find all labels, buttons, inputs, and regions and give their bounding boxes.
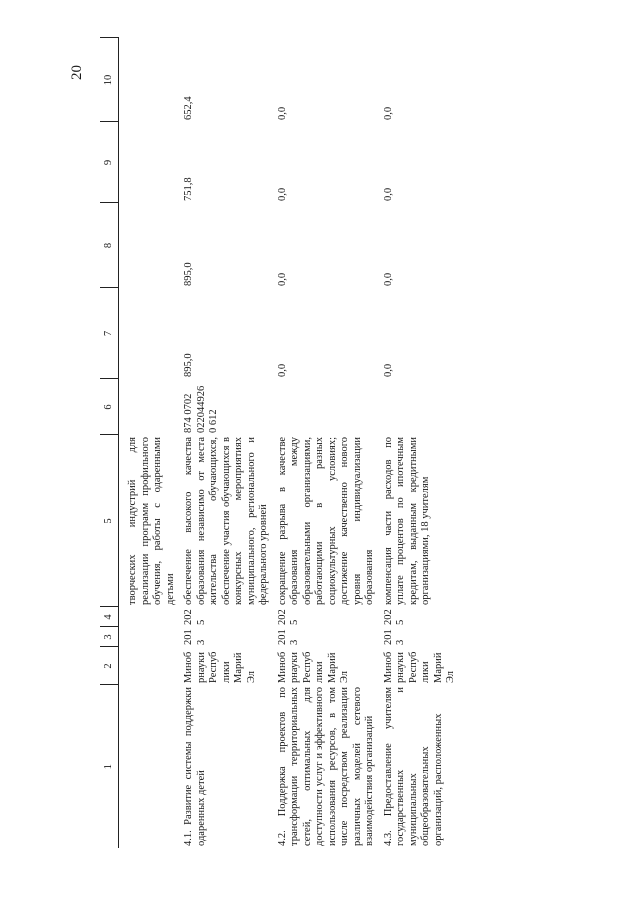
rotated-table-page — [100, 38, 570, 848]
start-year-cell: 2013 — [382, 629, 407, 645]
header-cell-4: 4 — [100, 607, 119, 627]
value-cell-10: 652,4 — [183, 96, 195, 120]
value-cell-9: 751,8 — [183, 177, 195, 201]
header-cell-10: 10 — [100, 38, 119, 122]
table-row — [271, 38, 377, 848]
end-year-cell: 2025 — [382, 609, 407, 625]
header-cell-5: 5 — [100, 435, 119, 607]
header-cell-8: 8 — [100, 203, 119, 288]
value-cell-9: 0,0 — [382, 187, 394, 201]
value-cell-7: 895,0 — [183, 353, 195, 377]
value-cell-7: 0,0 — [382, 363, 394, 377]
header-cell-2: 2 — [100, 647, 119, 685]
value-cell-8: 895,0 — [183, 262, 195, 286]
header-cell-9: 9 — [100, 122, 119, 203]
budget-code-cell — [377, 379, 458, 435]
continuation-result-cell: творческих индустрий для реализации программ профильного обучения, работы с одаренными детьми — [127, 437, 176, 605]
end-year-cell: 2025 — [183, 609, 207, 625]
value-cell-8: 0,0 — [382, 272, 394, 286]
table-row-continuation — [127, 38, 177, 848]
header-cell-7: 7 — [100, 288, 119, 379]
header-cell-6: 6 — [100, 379, 119, 435]
value-cell-7: 0,0 — [276, 363, 288, 377]
value-cell-10: 0,0 — [276, 106, 288, 120]
table-row — [377, 38, 458, 848]
executor-cell: Минобрнауки Республики Марий Эл — [276, 651, 351, 683]
executor-cell: Минобрнауки Республики Марий Эл — [382, 651, 457, 683]
start-year-cell: 2013 — [276, 629, 301, 645]
executor-cell: Минобрнауки Республики Марий Эл — [183, 651, 257, 683]
budget-code-cell — [271, 379, 377, 435]
page-number: 20 — [69, 65, 85, 80]
measure-name-cell: 4.1. Развитие системы поддержки одаренных детей — [183, 687, 207, 846]
header-cell-3: 3 — [100, 627, 119, 647]
value-cell-10: 0,0 — [382, 106, 394, 120]
result-cell: компенсация части расходов по уплате процентов по ипотечным кредитам, выданным кредитными организациями, 18 учителям — [382, 437, 432, 605]
value-cell-9: 0,0 — [276, 187, 288, 201]
result-cell: сокращение разрыва в качестве образования между образовательными организациями, работающими в разных социокультурных условиях; достижение качественно нового уровня индивидуализации образования — [276, 437, 376, 605]
measure-name-cell: 4.2. Поддержка проектов по трансформации территориальных сетей, оптимальных для доступности услуг и эффективного использования ресурсов, в том числе посредством реализации различных моделей сетевого взаимодействия организаций — [276, 687, 376, 846]
end-year-cell: 2025 — [276, 609, 301, 625]
header-row — [100, 38, 119, 848]
header-cell-1: 1 — [100, 685, 119, 848]
budget-code-cell: 874 0702 0220449260 612 — [183, 385, 220, 433]
table-row — [177, 38, 270, 848]
value-cell-8: 0,0 — [276, 272, 288, 286]
start-year-cell: 2013 — [183, 629, 207, 645]
result-cell: обеспечение высокого качества образования независимо от места жительства обучающихся, обеспечение участия обучающихся в конкурсных мероприятиях муниципального, регионального и федерального уровней — [183, 437, 270, 605]
measure-name-cell: 4.3. Предоставление учителям государственных и муниципальных общеобразовательных организаций, расположенных — [382, 687, 444, 846]
program-measures-table — [100, 38, 458, 849]
table-header — [100, 38, 119, 848]
